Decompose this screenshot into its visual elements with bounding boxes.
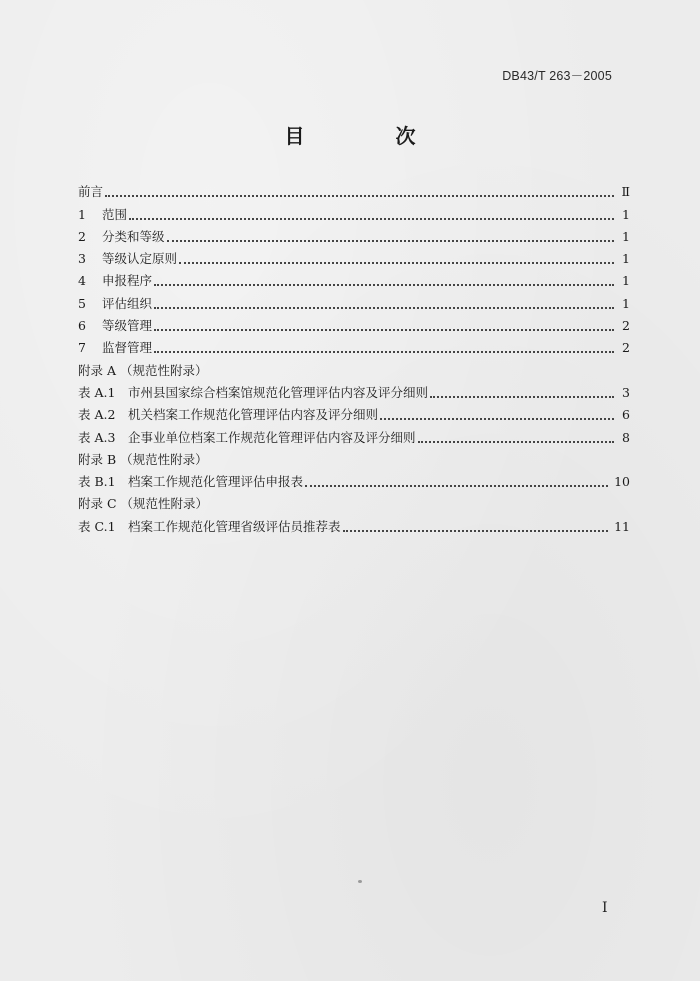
toc-entry-page: 2 bbox=[622, 318, 630, 334]
toc-entry-page: 1 bbox=[622, 228, 630, 244]
toc-entry-label: 等级管理 bbox=[102, 318, 153, 334]
toc-entry[interactable] bbox=[78, 334, 630, 356]
toc-entry-page: 1 bbox=[622, 206, 630, 222]
toc-entry-page: 6 bbox=[622, 407, 630, 423]
toc-entry-number: 表 B.1 bbox=[78, 474, 116, 490]
toc-entry-page: 2 bbox=[622, 340, 630, 356]
toc-entry[interactable] bbox=[78, 245, 630, 267]
toc-entry[interactable] bbox=[78, 312, 630, 334]
toc-entry-page: 11 bbox=[614, 518, 630, 534]
toc-entry-number: 6 bbox=[78, 318, 86, 334]
toc-dot-leader bbox=[305, 485, 608, 487]
toc-entry[interactable] bbox=[78, 468, 630, 490]
toc-dot-leader bbox=[179, 262, 614, 264]
toc-entry-label: 机关档案工作规范化管理评估内容及评分细则 bbox=[128, 407, 379, 423]
toc-entry-label: 监督管理 bbox=[102, 340, 153, 356]
toc-entry[interactable] bbox=[78, 356, 630, 378]
toc-entry[interactable] bbox=[78, 200, 630, 222]
toc-entry-number: 表 A.2 bbox=[78, 407, 116, 423]
toc-entry-label: 档案工作规范化管理省级评估员推荐表 bbox=[128, 518, 341, 534]
toc-dot-leader bbox=[105, 195, 614, 197]
toc-entry[interactable] bbox=[78, 289, 630, 311]
toc-entry-page: Ⅱ bbox=[621, 184, 630, 200]
toc-entry-page: 1 bbox=[622, 273, 630, 289]
toc-entry-number: 3 bbox=[78, 251, 86, 267]
toc-entry[interactable] bbox=[78, 178, 630, 200]
toc-entry-page: 10 bbox=[614, 474, 630, 490]
toc-entry-page: 3 bbox=[622, 384, 630, 400]
toc-dot-leader bbox=[154, 329, 614, 331]
toc-entry-label: 市州县国家综合档案馆规范化管理评估内容及评分细则 bbox=[128, 384, 429, 400]
toc-entry[interactable] bbox=[78, 267, 630, 289]
page-title: 目 次 bbox=[284, 124, 458, 148]
toc-entry-number: 2 bbox=[78, 228, 86, 244]
toc-entry-label: 企事业单位档案工作规范化管理评估内容及评分细则 bbox=[128, 429, 416, 445]
toc-entry-number: 7 bbox=[78, 340, 86, 356]
toc-dot-leader bbox=[154, 307, 614, 309]
toc-entry-label: 分类和等级 bbox=[102, 228, 165, 244]
toc-entry-number: 表 C.1 bbox=[78, 518, 116, 534]
toc-entry-label: 前言 bbox=[78, 184, 104, 200]
toc-dot-leader bbox=[418, 441, 614, 443]
toc-entry[interactable] bbox=[78, 490, 630, 512]
toc-dot-leader bbox=[154, 284, 614, 286]
toc-entry-page: 1 bbox=[622, 251, 630, 267]
toc-entry-label: 附录 C （规范性附录） bbox=[78, 496, 209, 512]
toc-entry-number: 表 A.3 bbox=[78, 429, 116, 445]
page-number: I bbox=[602, 900, 608, 916]
toc-dot-leader bbox=[380, 418, 614, 420]
document-number: DB43/T 263－2005 bbox=[502, 69, 612, 83]
toc-entry-number: 5 bbox=[78, 295, 86, 311]
scan-speck bbox=[358, 880, 362, 883]
toc-entry-label: 申报程序 bbox=[102, 273, 153, 289]
toc-dot-leader bbox=[343, 530, 609, 532]
toc-entry[interactable] bbox=[78, 379, 630, 401]
toc-entry-number: 1 bbox=[78, 206, 86, 222]
toc-entry[interactable] bbox=[78, 512, 630, 534]
toc-entry-number: 表 A.1 bbox=[78, 384, 116, 400]
toc-dot-leader bbox=[154, 351, 614, 353]
toc-entry[interactable] bbox=[78, 423, 630, 445]
toc-dot-leader bbox=[430, 396, 614, 398]
toc-entry-label: 等级认定原则 bbox=[102, 251, 178, 267]
toc-dot-leader bbox=[129, 218, 614, 220]
toc-entry-number: 4 bbox=[78, 273, 86, 289]
toc-entry-page: 8 bbox=[622, 429, 630, 445]
toc-entry-label: 附录 B （规范性附录） bbox=[78, 451, 208, 467]
toc-entry-page: 1 bbox=[622, 295, 630, 311]
toc-entry-label: 档案工作规范化管理评估申报表 bbox=[128, 474, 304, 490]
toc-entry-label: 范围 bbox=[102, 206, 128, 222]
toc-dot-leader bbox=[167, 240, 614, 242]
toc-entry-label: 附录 A （规范性附录） bbox=[78, 362, 208, 378]
toc-entry[interactable] bbox=[78, 446, 630, 468]
toc-entry[interactable] bbox=[78, 401, 630, 423]
toc-entry[interactable] bbox=[78, 223, 630, 245]
toc-entry-label: 评估组织 bbox=[102, 295, 153, 311]
table-of-contents bbox=[78, 178, 630, 535]
